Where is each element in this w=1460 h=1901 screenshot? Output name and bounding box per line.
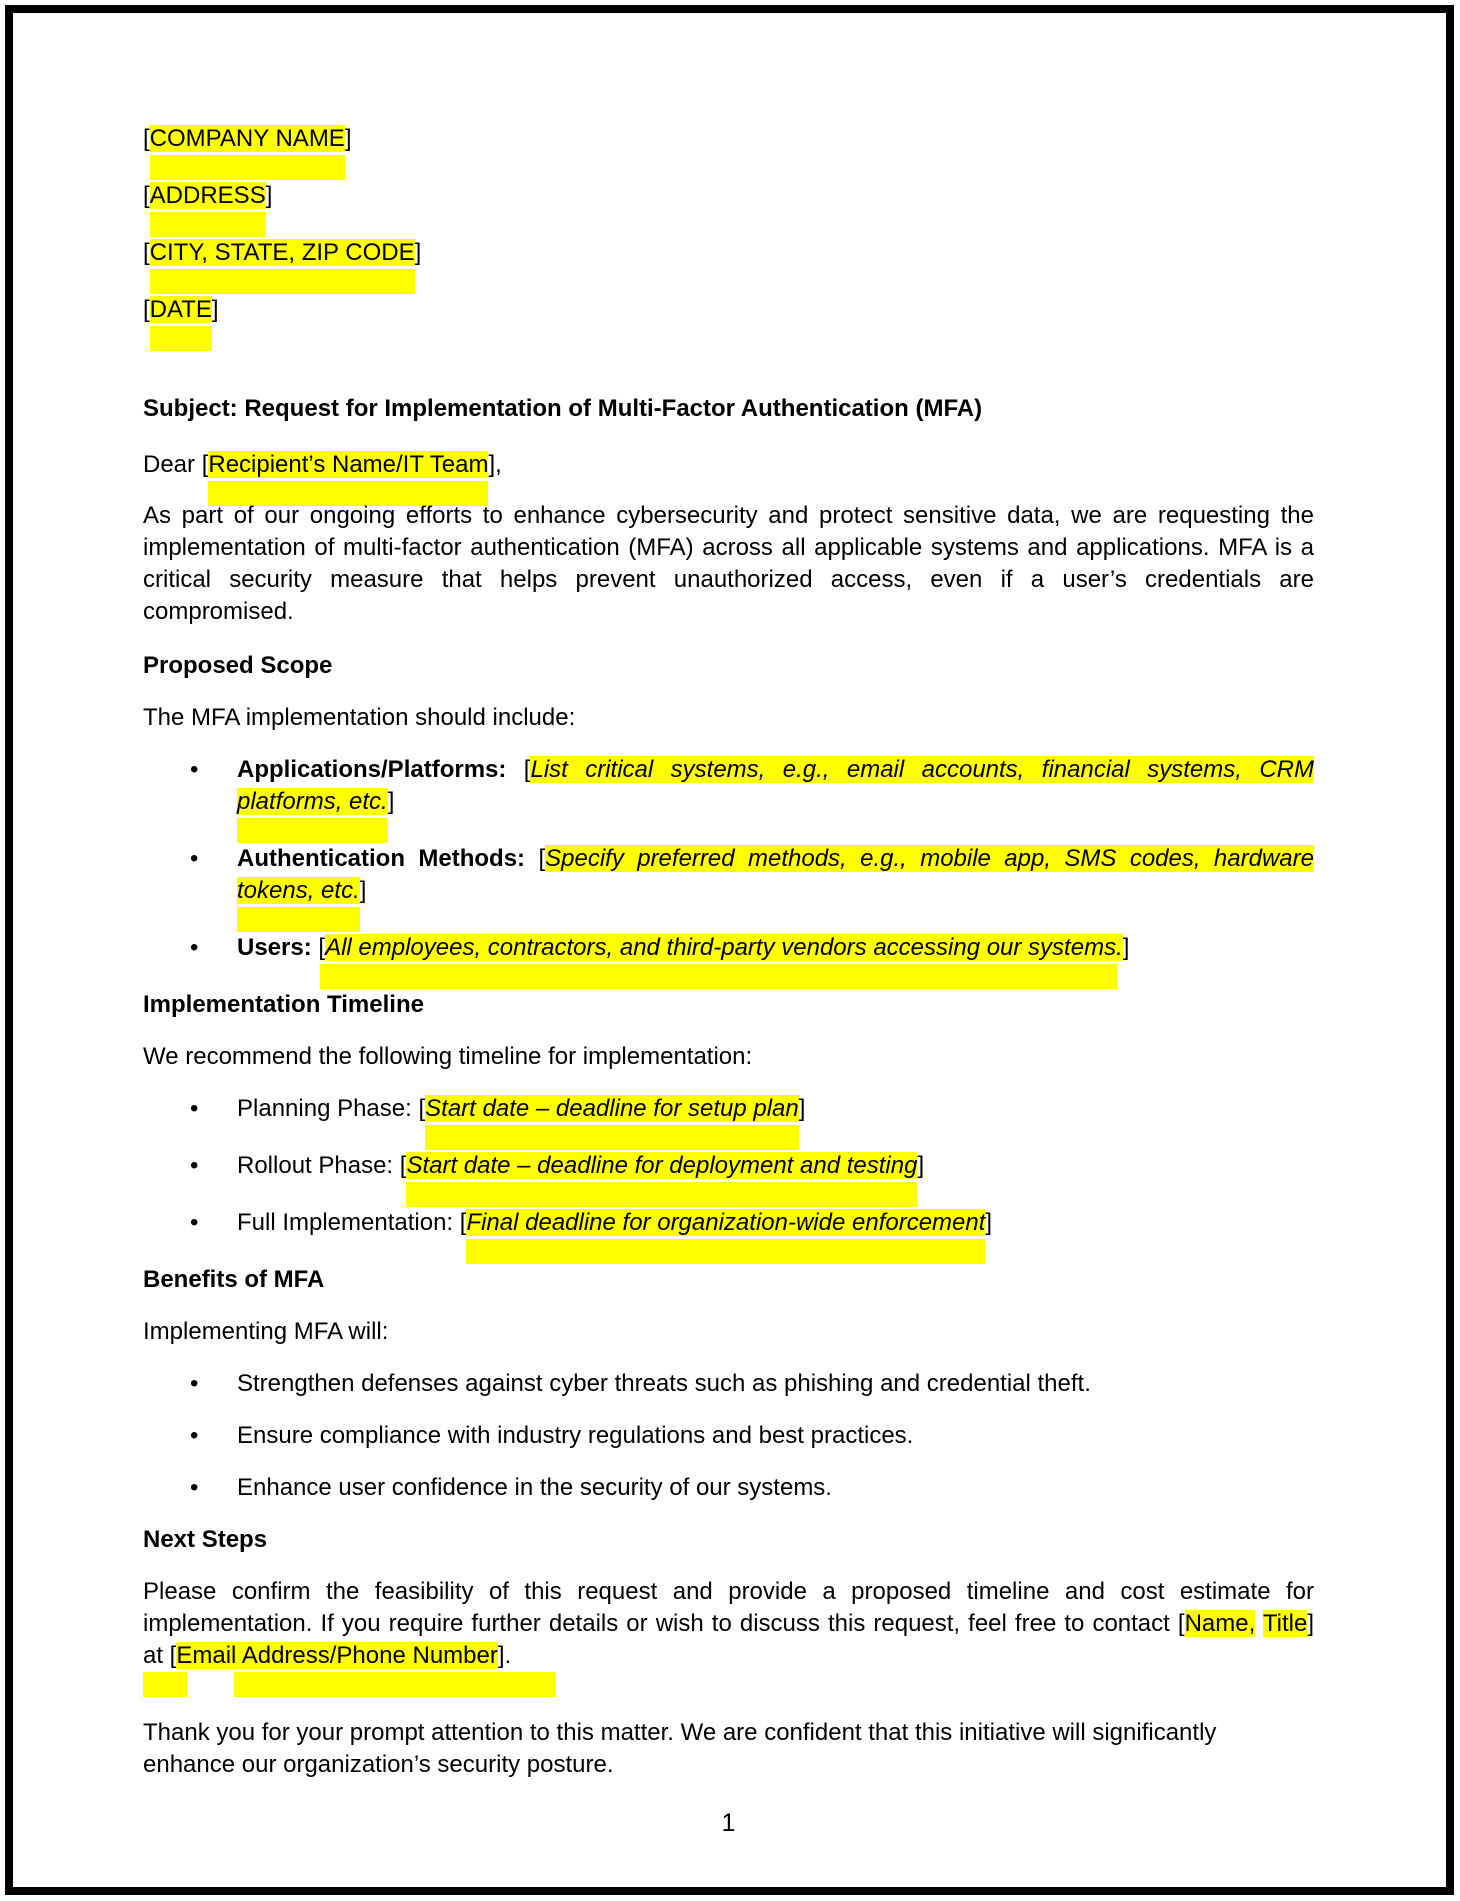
placeholder-address: ADDRESS — [149, 182, 266, 209]
bracket-close: ] — [917, 1152, 925, 1179]
greeting-line — [143, 449, 1314, 481]
benefits-lead: Implementing MFA will: — [143, 1318, 389, 1345]
bracket-close: ] — [798, 1095, 806, 1122]
bracket-close: ] — [387, 788, 395, 815]
subject-line: Subject: Request for Implementation of Multi-Factor Authentication (MFA) — [143, 395, 983, 422]
highlight-wrap-company — [143, 155, 1314, 180]
scope-bullet-label: Users — [237, 934, 304, 961]
bullet-icon: • — [190, 1095, 199, 1122]
highlight-wrap-planning — [143, 1125, 1314, 1150]
timeline-bullet-label: Planning Phase: — [237, 1095, 419, 1122]
letterhead-line-company — [143, 123, 1314, 155]
scope-bullet-auth-methods: • Authentication Methods: [Specify preferred methods, e.g., mobile app, SMS codes, hardware tokens, etc.] — [190, 845, 1314, 904]
bullet-icon: • — [190, 934, 199, 961]
bracket-close: ] — [211, 296, 219, 323]
bracket-open: [ — [418, 1095, 426, 1122]
bracket-close: ] — [344, 125, 352, 152]
benefit-bullet-strengthen — [143, 1368, 1314, 1400]
highlight-wrap-users — [143, 964, 1314, 989]
page-number: 1 — [721, 1809, 736, 1837]
placeholder-planning-phase: Start date – deadline for setup plan — [425, 1095, 799, 1122]
bullet-icon: • — [190, 1209, 199, 1236]
highlight-wrap-city — [143, 269, 1314, 294]
next-steps-paragraph: Please confirm the feasibility of this request and provide a proposed timeline and cost estimate for implementation. If you require further details or wish to discuss this request, feel free to contact [Name, Title] at [Email Address/Phone Number]. — [143, 1578, 1315, 1669]
bullet-icon: • — [190, 756, 199, 783]
bracket-open: [ — [143, 182, 150, 209]
bullet-icon: • — [190, 1370, 199, 1397]
timeline-lead: We recommend the following timeline for implementation: — [143, 1043, 753, 1070]
intro-paragraph: As part of our ongoing efforts to enhance cybersecurity and protect sensitive data, we are requesting the implementation of multi-factor authentication (MFA) across all applicable systems and applications. MFA is a critical security measure that helps prevent unauthorized access, even if a user’s credentials are compromised. — [143, 502, 1314, 625]
letterhead-line-address — [143, 180, 1314, 212]
highlight-wrap-auth-methods — [143, 907, 1314, 932]
bracket-open: [ — [143, 239, 150, 266]
scope-bullet-applications: • Applications/Platforms: [List critical systems, e.g., email accounts, financial systems, CRM platforms, etc.] — [190, 756, 1314, 815]
placeholder-contact-email-phone: Email Address/Phone Number — [176, 1642, 498, 1669]
bracket-close: ] — [265, 182, 273, 209]
placeholder-applications: List critical systems, e.g., email accounts, financial systems, CRM platforms, etc. — [237, 756, 1314, 815]
greeting-prefix: Dear [ — [143, 451, 209, 478]
bullet-icon: • — [190, 845, 199, 872]
placeholder-rollout-phase: Start date – deadline for deployment and testing — [406, 1152, 918, 1179]
heading-next-steps: Next Steps — [143, 1526, 268, 1553]
highlight-wrap-rollout — [143, 1182, 1314, 1207]
greeting-suffix: ], — [488, 451, 502, 478]
benefit-text: Ensure compliance with industry regulations and best practices. — [237, 1422, 914, 1449]
placeholder-contact-name: Name, — [1184, 1610, 1256, 1637]
letterhead-line-date — [143, 294, 1314, 326]
heading-implementation-timeline: Implementation Timeline — [143, 991, 424, 1018]
benefit-text: Strengthen defenses against cyber threats such as phishing and credential theft. — [237, 1370, 1091, 1397]
letter-content — [13, 13, 1446, 1839]
highlight-wrap-applications — [143, 818, 1314, 843]
bracket-close: ] — [414, 239, 422, 266]
placeholder-city-state-zip: CITY, STATE, ZIP CODE — [149, 239, 415, 266]
document-page — [5, 5, 1454, 1895]
bracket-open: [ — [318, 934, 326, 961]
highlight-wrap-date — [143, 326, 1314, 351]
highlight-wrap-address — [143, 212, 1314, 237]
bullet-icon: • — [190, 1474, 199, 1501]
benefit-text: Enhance user confidence in the security of our systems. — [237, 1474, 832, 1501]
bullet-icon: • — [190, 1422, 199, 1449]
bracket-open: [ — [538, 845, 546, 872]
placeholder-company-name: COMPANY NAME — [149, 125, 345, 152]
timeline-bullet-full-implementation — [143, 1207, 1314, 1239]
bracket-open: [ — [459, 1209, 467, 1236]
placeholder-recipient: Recipient’s Name/IT Team — [208, 451, 489, 478]
heading-proposed-scope: Proposed Scope — [143, 652, 333, 679]
heading-benefits: Benefits of MFA — [143, 1266, 325, 1293]
bracket-close: ] — [985, 1209, 993, 1236]
benefit-bullet-confidence — [143, 1472, 1314, 1504]
closing-paragraph: Thank you for your prompt attention to this matter. We are confident that this initiative will significantly enhance our organization’s security posture. — [143, 1719, 1217, 1778]
bracket-open: [ — [143, 296, 150, 323]
letterhead-line-city — [143, 237, 1314, 269]
letterhead — [143, 123, 1314, 351]
scope-bullet-label: Authentication Methods — [237, 845, 518, 872]
placeholder-contact-title: Title — [1262, 1610, 1308, 1637]
benefit-bullet-compliance — [143, 1420, 1314, 1452]
bullet-icon: • — [190, 1152, 199, 1179]
timeline-bullet-planning — [143, 1093, 1314, 1125]
scope-bullet-label: Applications/Platforms — [237, 756, 499, 783]
timeline-bullet-label: Rollout Phase: — [237, 1152, 400, 1179]
placeholder-date: DATE — [149, 296, 212, 323]
bracket-close: ] — [1122, 934, 1130, 961]
placeholder-full-implementation: Final deadline for organization-wide enforcement — [466, 1209, 986, 1236]
scope-bullet-users: • Users: [All employees, contractors, and third-party vendors accessing our systems.] — [143, 932, 1314, 964]
bracket-close: ] — [359, 877, 367, 904]
timeline-bullet-label: Full Implementation: — [237, 1209, 460, 1236]
bracket-open: [ — [399, 1152, 407, 1179]
placeholder-auth-methods: Specify preferred methods, e.g., mobile app, SMS codes, hardware tokens, etc. — [237, 845, 1314, 904]
greeting — [143, 449, 1314, 506]
timeline-bullet-rollout — [143, 1150, 1314, 1182]
highlight-wrap-contact — [143, 1672, 1314, 1697]
highlight-wrap-full-implementation — [143, 1239, 1314, 1264]
placeholder-users: All employees, contractors, and third-party vendors accessing our systems. — [325, 934, 1123, 961]
bracket-open: [ — [143, 125, 150, 152]
scope-lead: The MFA implementation should include: — [143, 704, 576, 731]
bracket-open: [ — [523, 756, 531, 783]
